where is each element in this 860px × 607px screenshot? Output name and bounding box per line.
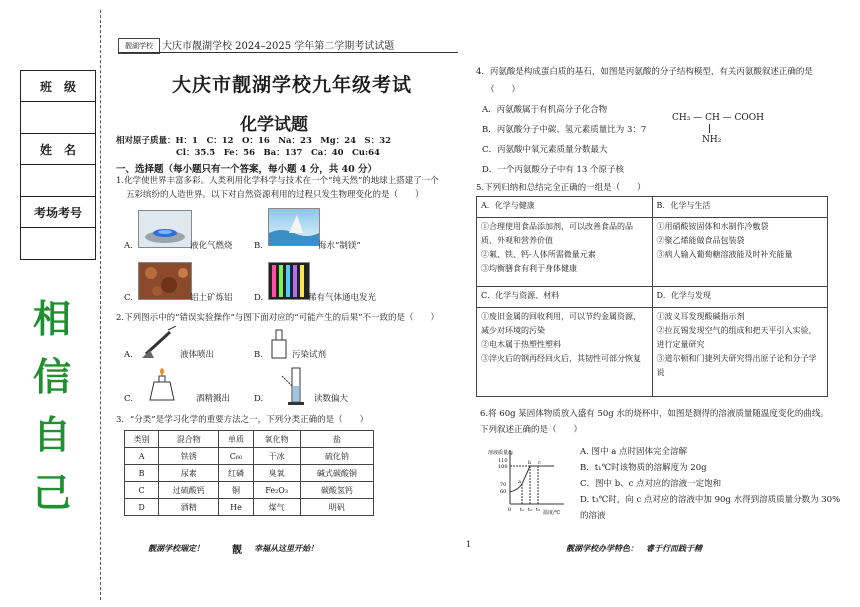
table-cell: 干冰 [253,448,300,465]
q6-option-a: A. 图中 a 点时固体完全溶解 [580,447,688,457]
point-label: b [528,460,532,466]
group-d-title: D．化学与发现 [652,287,828,308]
group-a-items [477,218,653,287]
list-item: ②电木属于热塑性塑料 [481,340,561,349]
table-cell: 过硫酸钙 [159,482,219,499]
q2-option-c-letter: C. [124,394,133,404]
list-item: ③道尔顿和门捷列夫研究得出原子论和分子学说 [656,354,817,377]
point-label: a [518,479,521,485]
q6-option-c: C．图中 b、c 点对应的溶液一定饱和 [580,479,722,489]
school-logo: 靓湖学校 [118,38,160,54]
table-cell: C₆₀ [219,448,253,465]
page-number: 1 [466,540,472,549]
binding-line [100,10,101,600]
header-rule [118,52,458,53]
q5-stem: 5.下列归纳和总结完全正确的一组是（ ） [476,183,646,193]
q2-stem: 2.下列图示中的“错误实验操作”与图下面对应的“可能产生的后果”不一致的是（ ） [116,313,439,323]
q1-option-d-text: 稀有气体通电发光 [308,293,377,303]
table-cell: 硫化钠 [300,448,373,465]
point-label: c [538,460,541,466]
table-row [125,482,374,499]
table-header: 类别 [125,431,159,448]
chart-xlabel: 温度/℃ [543,510,561,516]
table-header: 单质 [219,431,253,448]
list-item: ②拉瓦锡发现空气的组成和把天平引入实验，进行定量研究 [656,326,817,349]
table-cell: 碳酸氢钙 [300,482,373,499]
list-item: ①波义耳发现酸碱指示剂 [656,312,745,321]
motto [30,290,74,522]
list-item: ①废旧金属的回收利用，可以节约金属资源，减少对环境的污染 [481,312,641,335]
name-label: 姓 名 [21,134,96,165]
q1-stem-line1: 1.化学使世界丰富多彩。人类利用化学科学与技术在一个“纯天然”的地球上搭建了一个 [116,176,439,186]
table-cell: 臭氧 [253,465,300,482]
chart-ylabel: 溶液质量/g [488,450,513,456]
table-row [125,499,374,516]
q1-stem-line2: 五彩缤纷的人造世界。以下对自然资源利用的过程只发生物理变化的是（ ） [126,190,424,200]
q1-option-b-text: 海水“制镁” [318,241,361,251]
y-tick-label: 60 [500,489,507,495]
q4-option-c: C．丙氨酸中氧元素质量分数最大 [482,145,608,155]
table-row [125,448,374,465]
school-header: 大庆市靓湖学校 2024–2025 学年第二学期考试试题 [162,41,395,52]
footer-right-slogan: 靓湖学校办学特色： 睿于行而践于精 [566,543,702,553]
q2-option-d-letter: D. [254,394,264,404]
list-item: ③淬火后的钢再经回火后，其韧性可部分恢复 [481,354,641,363]
table-cell: 明矾 [300,499,373,516]
q1-option-d-letter: D. [254,293,264,303]
table-cell: A [125,448,159,465]
seawater-icon [268,208,320,246]
table-cell: B [125,465,159,482]
q2-option-b-text: 污染试剂 [292,350,327,360]
table-row [125,465,374,482]
gas-stove-icon [138,210,192,248]
table-cell: 酒精 [159,499,219,516]
q4-option-b: B．丙氨酸分子中碳、氢元素质量比为 3：7 [482,125,647,135]
group-c-items [477,308,653,397]
q6-option-d: D. t₃℃时，向 c 点对应的溶液中加 90g 水得到溶质质量分数为 30% [580,495,841,505]
y-tick-label: 110 [498,458,508,464]
group-b-items [652,218,828,287]
atomic-mass-line2: Cl：35.5 Fe：56 Ba：137 Ca：40 Cu:64 [176,148,380,158]
solubility-curve [510,466,554,492]
q6-option-d-cont: 的溶液 [580,511,606,521]
y-tick-label: 70 [500,482,507,488]
x-tick-label: t₁ [520,507,525,513]
q2-option-a-text: 液体喷出 [180,350,215,360]
motto-char: 己 [32,470,71,515]
alanine-bond [709,124,710,133]
q4-option-d: D．一个丙氨酸分子中有 13 个原子核 [482,165,625,175]
alanine-formula-top: CH₃ — CH — COOH [672,113,765,123]
q4-stem-line2: （ ） [486,85,521,95]
section-heading: 一、选择题（每小题只有一个答案，每小题 4 分，共 40 分） [116,164,378,175]
table-cell: He [219,499,253,516]
group-d-items [652,308,828,397]
table-cell: D [125,499,159,516]
list-item: ②氟、铁、钙-人体所需微量元素 [481,250,596,259]
atomic-mass-line1: 相对原子质量：H：1 C：12 O：16 Na：23 Mg：24 S：32 [116,136,392,146]
exam-number-label: 考场考号 [21,197,96,228]
q1-option-a-text: 液化气燃烧 [190,241,233,251]
motto-char: 自 [32,412,71,457]
neon-light-icon [268,262,310,300]
name-field[interactable] [21,165,96,197]
q3-stem: 3．“分类”是学习化学的重要方法之一，下列分类正确的是（ ） [116,415,369,425]
q1-option-b-letter: B. [254,241,263,251]
list-item: ②聚乙烯能做食品包装袋 [656,236,745,245]
table-cell: 尿素 [159,465,219,482]
table-cell: 铜 [219,482,253,499]
table-cell: 碱式碳酸铜 [300,465,373,482]
x-tick-label: t₃ [536,507,541,513]
list-item: ①合理使用食品添加剂，可以改善食品的品质、外观和营养价值 [481,222,633,245]
summary-table [476,196,828,397]
group-a-title: A．化学与健康 [477,197,653,218]
q1-option-c-letter: C. [124,293,133,303]
q1-option-c-text: 铝土矿炼铝 [190,293,233,303]
student-info-table [20,70,96,260]
list-item: ③病人输入葡萄糖溶液能及时补充能量 [656,250,793,259]
classification-table [124,430,374,516]
solubility-curve-chart [488,446,568,516]
table-cell: 红磷 [219,465,253,482]
motto-char: 相 [32,296,71,341]
q6-option-b: B．t₁℃时该物质的溶解度为 20g [580,463,707,473]
footer-icon: 靓 [232,545,242,556]
q2-option-a-letter: A. [124,350,133,360]
q4-option-a: A．丙氨酸属于有机高分子化合物 [482,105,608,115]
motto-char: 信 [32,354,71,399]
q6-stem-line2: 下列叙述正确的是（ ） [480,425,583,435]
q2-option-c-text: 酒精溅出 [196,394,231,404]
list-item: ③均衡膳食有利于身体健康 [481,264,577,273]
exam-number-field[interactable] [21,228,96,260]
table-cell: 煤气 [253,499,300,516]
x-tick-label: 0 [508,507,512,513]
alanine-formula-bottom: NH₂ [702,135,722,145]
y-tick-label: 100 [498,464,508,470]
q2-option-d-text: 读数偏大 [314,394,349,404]
table-header: 混合物 [159,431,219,448]
group-b-title: B．化学与生活 [652,197,828,218]
graduated-cylinder-icon [280,366,310,406]
table-cell: C [125,482,159,499]
q1-option-a-letter: A. [124,241,133,251]
x-tick-label: t₂ [528,507,533,513]
exam-title: 大庆市靓湖学校九年级考试 [172,74,413,96]
class-label: 班 级 [21,71,96,102]
bauxite-icon [138,262,192,300]
table-cell: 铁锈 [159,448,219,465]
q2-option-b-letter: B. [254,350,263,360]
footer-left-slogan: 靓湖学校瑞定！ [148,543,204,553]
table-header: 氧化物 [253,431,300,448]
group-c-title: C．化学与资源、材料 [477,287,653,308]
table-cell: Fe₂O₃ [253,482,300,499]
footer-left-slogan-2: 幸福从这里开始！ [254,543,318,553]
alcohol-lamp-icon [140,368,188,402]
heating-test-tube-icon [140,326,180,360]
exam-subtitle: 化学试题 [240,115,308,135]
list-item: ①用硝酸铵固体和水制作冷敷袋 [656,222,769,231]
dropper-bottle-icon [268,328,292,360]
table-header: 盐 [300,431,373,448]
q4-stem-line1: 4．丙氨酸是构成蛋白质的基石，如图是丙氨酸的分子结构模型，有关丙氨酸叙述正确的是 [476,67,813,77]
q6-stem-line1: 6.将 60g 某固体物质放入盛有 50g 水的烧杯中，如图是测得的溶液质量随温度变化的曲线。 [480,409,829,419]
class-field[interactable] [21,102,96,134]
